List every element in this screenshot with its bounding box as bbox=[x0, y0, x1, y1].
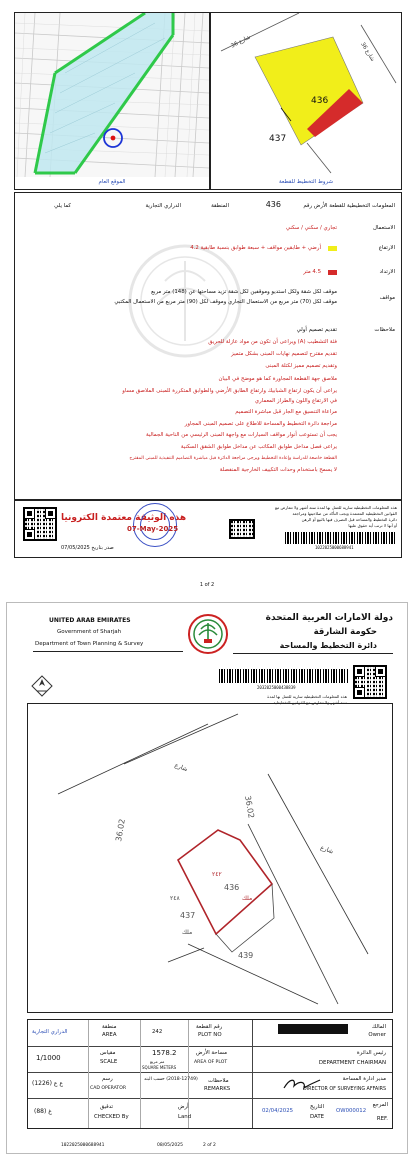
qr-code-2 bbox=[229, 519, 255, 539]
checked-label-en: CHECKED By bbox=[94, 1114, 129, 1120]
page1-footer bbox=[14, 500, 402, 558]
street-label-top: شارع bbox=[173, 761, 189, 774]
plot-conditions-label: شروط التخطيط للقطعة bbox=[279, 179, 333, 185]
area-label-ar: منطقة bbox=[102, 1024, 117, 1030]
sharjah-emblem bbox=[187, 613, 229, 655]
usage-value: تجاري / سكني / سكني bbox=[285, 225, 337, 231]
qr-code bbox=[353, 665, 387, 699]
plot-drawing bbox=[28, 704, 392, 1012]
note-line: يراعى أن يكون ارتفاع الشبابيك وارتفاع الطابق الأرضي والطوابق المتكررة للمبنى الملاصق مساو bbox=[122, 388, 337, 394]
chairman-label-en: DEPARTMENT CHAIRMAN bbox=[318, 1060, 386, 1066]
header-dept-en: Department of Town Planning & Survey bbox=[35, 641, 144, 647]
owner-label: ملك bbox=[242, 895, 253, 902]
plot-number-436: 436 bbox=[311, 96, 329, 106]
cad-value: ع ع (1226) bbox=[32, 1080, 63, 1087]
col-divider bbox=[140, 1020, 141, 1128]
area-value: الدراري التجارية bbox=[32, 1029, 68, 1035]
remarks-label-en: REMARKS bbox=[204, 1086, 231, 1092]
date-label-ar: التاريخ bbox=[310, 1104, 324, 1110]
disclaimer-line: هذه المعلومات التخطيطية سارية للعمل بها لمدة bbox=[267, 694, 347, 699]
location-map-panel bbox=[14, 12, 210, 190]
info-header: المعلومات التخطيطية للقطعة الأرض رقم bbox=[303, 203, 395, 209]
barcode-number: 2032025000438839 bbox=[257, 685, 296, 690]
owner-label-ar: المالك bbox=[371, 1024, 386, 1030]
disclaimer-line: دائرة التخطيط والمساحة قبل التصرف فيها بالبيع أو الرهن bbox=[301, 517, 397, 522]
street-label-right: شارع bbox=[319, 844, 335, 856]
header-dept-ar: دائرة التخطيط والمساحة bbox=[279, 641, 377, 650]
plot-number-label-ar: رقم القطعة bbox=[196, 1024, 223, 1030]
note-line: فئة التشطيب (A) ويراعى أن تكون من مواد عازلة للحريق bbox=[208, 339, 337, 345]
plot-sketch bbox=[211, 13, 401, 177]
qr-code bbox=[23, 507, 57, 541]
header-govt-ar: حكومة الشارقة bbox=[313, 627, 377, 637]
land-ar: أرض bbox=[178, 1104, 189, 1110]
ref-label-ar: المرجع bbox=[372, 1102, 388, 1108]
note-line: يراعى فصل مداخل طوابق المكاتب عن مداخل طوابق الشقق السكنية bbox=[180, 444, 337, 450]
row-divider bbox=[28, 1072, 392, 1073]
setback-swatch bbox=[328, 270, 337, 275]
neighbor-number: 437 bbox=[180, 911, 196, 920]
plot-number-en: 436 bbox=[224, 883, 240, 892]
barcode bbox=[219, 669, 349, 683]
scale-label-en: SCALE bbox=[100, 1059, 118, 1065]
plot-area-label-en: AREA OF PLOT bbox=[194, 1060, 228, 1065]
parking-line-1: موقف لكل شقة ولكل استديو وموقفين لكل شقة تزيد مساحتها عن (148) متر مربع bbox=[151, 289, 337, 295]
height-value: أرضي + طابقين مواقف + سبعة طوابق بنسبة طابقية 4.2 bbox=[190, 245, 321, 251]
col-divider bbox=[88, 1020, 89, 1128]
disclaimer-line: القوانين التخطيطية المعتمدة ويجب التأكد من صلاحيتها ومراجعة bbox=[292, 511, 397, 516]
plot-conditions-panel bbox=[210, 12, 402, 190]
row-divider bbox=[28, 1098, 392, 1099]
street-label-a: شارع 36 bbox=[230, 34, 252, 50]
page-2 bbox=[6, 602, 408, 1154]
header-rule-right bbox=[233, 653, 393, 654]
height-swatch bbox=[328, 246, 337, 251]
note-line: مراعاة التنسيق مع الجار قبل مباشرة التصميم bbox=[235, 409, 337, 415]
header-rule-left bbox=[33, 651, 183, 652]
note-line: في الارتفاع واللون والطراز المعماري bbox=[254, 398, 337, 404]
plot-number-437: 437 bbox=[269, 134, 287, 144]
col-divider bbox=[188, 1020, 189, 1128]
scale-value: 1/1000 bbox=[36, 1054, 61, 1062]
chairman-label-ar: رئيس الدائرة bbox=[356, 1050, 386, 1056]
plot-area-value: 1578.2 bbox=[152, 1049, 177, 1057]
drawing-frame bbox=[27, 703, 393, 1013]
page-number-2: 2 of 2 bbox=[203, 1143, 216, 1148]
notes-label: ملاحظات bbox=[374, 327, 395, 333]
sqm-label-en: SQUARE METERS bbox=[142, 1065, 177, 1070]
planning-info bbox=[14, 192, 402, 500]
north-arrow-icon bbox=[31, 675, 53, 697]
neighbor-label-ar: ٢٤٨ bbox=[170, 895, 180, 902]
parking-label: مواقف bbox=[379, 295, 395, 301]
row-divider bbox=[28, 1046, 392, 1047]
plot-number-label-en: PLOT NO bbox=[198, 1032, 222, 1038]
owner-value-redacted bbox=[278, 1024, 348, 1034]
plot-number-ar: ٢٤٢ bbox=[212, 871, 222, 878]
header-country-en: UNITED ARAB EMIRATES bbox=[49, 617, 131, 624]
owner-label-en: Owner bbox=[368, 1032, 386, 1038]
footer-date: 08/05/2025 bbox=[157, 1143, 183, 1148]
date-label-en: DATE bbox=[310, 1114, 325, 1120]
checked-label-ar: تدقيق bbox=[100, 1104, 114, 1110]
e-doc-text: هذه الوثيقة معتمدة الكترونيا bbox=[61, 513, 187, 523]
title-block bbox=[27, 1019, 393, 1129]
street-width-right: 36.02 bbox=[242, 794, 256, 819]
note-line: مراجعة دائرة التخطيط والمساحة للاطلاع على تصميم المبنى المجاور bbox=[184, 421, 337, 427]
barcode-number: 1022025000688941 bbox=[315, 545, 354, 550]
cad-label-en: CAD OPERATOR bbox=[90, 1086, 127, 1091]
note-line: وتقديم تصميم مميز لكتلة المبنى bbox=[265, 363, 337, 369]
location-map-label: الموقع العام bbox=[98, 179, 126, 185]
note-line: يجب أن تستوعب أنوار مواقف السيارات مع واجهة المبنى الرئيسي من الناحية الجمالية bbox=[145, 432, 337, 438]
info-as-is: كما يلي bbox=[54, 203, 71, 209]
disclaimer-line: هذه المعلومات التخطيطية سارية للعمل بها لمدة ستة أشهر ولا تتعارض مع bbox=[274, 505, 397, 510]
header-govt-en: Government of Sharjah bbox=[57, 629, 122, 635]
area-label-en: AREA bbox=[102, 1032, 117, 1038]
note-line: تقديم تصميم أولي bbox=[296, 327, 337, 333]
page-number-1: 1 of 2 bbox=[199, 582, 215, 588]
neighbor-owner: ملك bbox=[182, 929, 193, 936]
header-country-ar: دولة الامارات العربية المتحدة bbox=[265, 613, 393, 623]
street-label-b: شارع 36 bbox=[359, 41, 376, 63]
col-divider bbox=[252, 1020, 253, 1128]
note-line: تقديم مقترح لتصميم نهايات المبنى بشكل متميز bbox=[231, 351, 337, 357]
plot-number-value: 242 bbox=[152, 1029, 163, 1035]
ref-label-en: REF. bbox=[376, 1116, 388, 1122]
note-line: ملاصق جهة القطعة المجاورة كما هو موضح في البيان bbox=[218, 376, 337, 382]
disclaimer-line: أو أنها لا ترتب أية حقوق عليها bbox=[348, 523, 397, 528]
checked-value: غ (88) bbox=[34, 1108, 52, 1115]
note-line: لا يسمح باستخدام وحدات التكييف الخارجية المنفصلة bbox=[219, 467, 337, 473]
note-line: القطعة خاضعة للدراسة وإعادة التخطيط ويرجى مراجعة الدائرة قبل مباشرة التصاميم التنفيذية للمبنى المقترح bbox=[129, 456, 337, 461]
neighbor-number-2: 439 bbox=[238, 951, 254, 960]
usage-label: الاستعمال bbox=[373, 225, 395, 231]
info-plot-number: 436 bbox=[265, 200, 281, 209]
disclaimer-line: ستة أشهر ولا تتعارض مع القوانين التخطيطية bbox=[273, 700, 347, 705]
page-1 bbox=[8, 6, 406, 588]
ref-value: OW000012 bbox=[336, 1108, 367, 1114]
setback-value: 4.5 متر bbox=[303, 269, 321, 275]
info-area-label: المنطقة bbox=[211, 203, 229, 209]
barcode bbox=[285, 532, 395, 544]
footer-barcode-number: 1022025000688941 bbox=[61, 1143, 105, 1148]
stamp-date: 07-May-2025 bbox=[127, 525, 179, 533]
land-en: Land bbox=[178, 1114, 192, 1120]
date-value: 02/04/2025 bbox=[262, 1108, 294, 1114]
cad-label-ar: رسم bbox=[102, 1076, 113, 1082]
survey-label-ar: مدير ادارة المساحة bbox=[342, 1076, 386, 1082]
info-area-value: الدراري التجارية bbox=[145, 203, 181, 209]
plot-area-label-ar: مساحة الأرض bbox=[196, 1050, 227, 1056]
height-label: الارتفاع bbox=[378, 245, 395, 251]
parking-line-2: موقف لكل (70) متر مربع من الاستعمال التجاري وموقف لكل (90) متر مربع من الاستعمال المكتبي bbox=[114, 299, 337, 305]
issue-date: صدر بتاريخ 07/05/2025 bbox=[61, 545, 114, 551]
scale-label-ar: مقياس bbox=[100, 1050, 116, 1056]
sqm-label-ar: متر مربع bbox=[150, 1059, 165, 1064]
remarks-value: (2018-12749) حسب البند bbox=[144, 1077, 198, 1082]
survey-label-en: DIRECTOR OF SURVEYING AFFAIRS bbox=[303, 1087, 386, 1092]
street-width-left: 36.02 bbox=[114, 818, 127, 843]
setback-label: الارتداد bbox=[379, 269, 395, 275]
remarks-label-ar: ملاحظات bbox=[208, 1078, 229, 1084]
location-map bbox=[15, 13, 209, 177]
